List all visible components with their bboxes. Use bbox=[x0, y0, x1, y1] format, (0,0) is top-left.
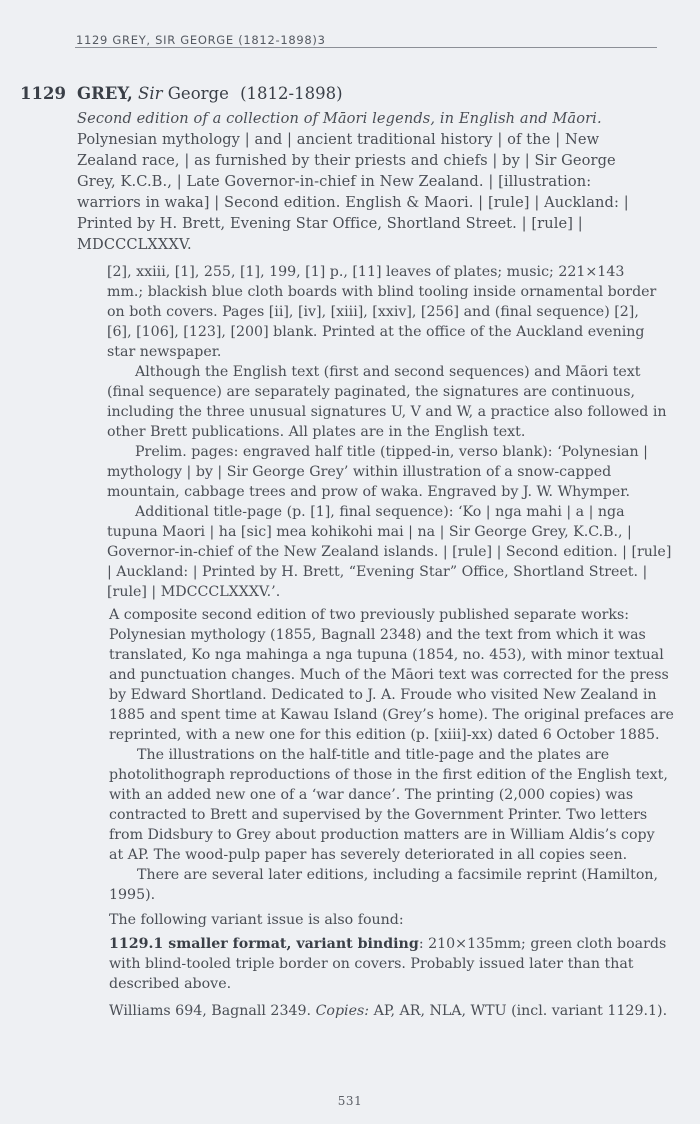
copies-list: AP, AR, NLA, WTU (incl. variant 1129.1). bbox=[373, 1003, 668, 1019]
note-line: translated, Ko nga mahinga a nga tupuna (1854, no. 453), with minor textual bbox=[109, 647, 664, 663]
references-line bbox=[109, 1001, 669, 1021]
note-line: at AP. The wood-pulp paper has severely deteriorated in all copies seen. bbox=[109, 847, 628, 863]
references-prefix: Williams 694, Bagnall 2349. bbox=[109, 1003, 312, 1019]
copies-label: Copies: bbox=[315, 1003, 370, 1019]
desc-line: mountain, cabbage trees and prow of waka. Engraved by J. W. Whymper. bbox=[107, 484, 630, 500]
note-line: from Didsbury to Grey about production matters are in William Aldis’s copy bbox=[109, 827, 655, 843]
entry-number: 1129 bbox=[20, 84, 66, 103]
variant-text: : 210×135mm; green cloth boards bbox=[418, 936, 667, 952]
header-rule bbox=[75, 47, 657, 48]
desc-line: including the three unusual signatures U, V and W, a practice also followed in bbox=[107, 404, 667, 420]
desc-line: Prelim. pages: engraved half title (tipped-in, verso blank): ‘Polynesian | bbox=[135, 444, 648, 460]
desc-line: tupuna Maori | ha [sic] mea kohikohi mai | na | Sir George Grey, K.C.B., | bbox=[107, 524, 632, 540]
desc-line: [rule] | MDCCCLXXXV.’. bbox=[107, 584, 281, 600]
entry-notes bbox=[109, 605, 674, 905]
title-line: MDCCCLXXXV. bbox=[77, 236, 192, 253]
note-line: by Edward Shortland. Dedicated to J. A. Froude who visited New Zealand in bbox=[109, 687, 657, 703]
desc-line: Governor-in-chief of the New Zealand islands. | [rule] | Second edition. | [rule] bbox=[107, 544, 672, 560]
entry-heading bbox=[20, 80, 660, 108]
desc-line: [2], xxiii, [1], 255, [1], 199, [1] p., [11] leaves of plates; music; 221×143 bbox=[107, 264, 625, 280]
title-line: Grey, K.C.B., | Late Governor-in-chief in New Zealand. | [illustration: bbox=[77, 173, 592, 190]
physical-description bbox=[107, 262, 672, 602]
desc-line: other Brett publications. All plates are in the English text. bbox=[107, 424, 526, 440]
note-line: 1995). bbox=[109, 887, 156, 903]
desc-line: [6], [106], [123], [200] blank. Printed at the office of the Auckland evening bbox=[107, 324, 645, 340]
entry-forename: George bbox=[167, 84, 229, 103]
desc-line: Additional title-page (p. [1], final sequence): ‘Ko | nga mahi | a | nga bbox=[135, 504, 625, 520]
entry-surname: GREY, bbox=[77, 84, 133, 103]
title-line: Polynesian mythology | and | ancient traditional history | of the | New bbox=[77, 131, 600, 148]
note-line: 1885 and spent time at Kawau Island (Grey’s home). The original prefaces are bbox=[109, 707, 674, 723]
note-line: A composite second edition of two previously published separate works: bbox=[109, 607, 630, 623]
title-line: Zealand race, | as furnished by their priests and chiefs | by | Sir George bbox=[77, 152, 616, 169]
note-line: and punctuation changes. Much of the Māori text was corrected for the press bbox=[109, 667, 669, 683]
running-head: 1129 GREY, SIR GEORGE (1812-1898)3 bbox=[76, 33, 326, 47]
desc-line: (final sequence) are separately paginated, the signatures are continuous, bbox=[107, 384, 635, 400]
variant-line: with blind-tooled triple border on covers. Probably issued later than that bbox=[109, 956, 634, 972]
title-transcription bbox=[77, 108, 660, 255]
bibliography-entry bbox=[20, 80, 660, 255]
title-line: warriors in waka] | Second edition. English & Maori. | [rule] | Auckland: | bbox=[77, 194, 629, 211]
variant-line: described above. bbox=[109, 976, 232, 992]
note-line: with an added new one of a ‘war dance’. The printing (2,000 copies) was bbox=[109, 787, 634, 803]
note-line: The illustrations on the half-title and title-page and the plates are bbox=[137, 747, 610, 763]
desc-line: mythology | by | Sir George Grey’ within illustration of a snow-capped bbox=[107, 464, 612, 480]
variant-heading: 1129.1 smaller format, variant binding bbox=[109, 936, 419, 952]
note-line: contracted to Brett and supervised by the Government Printer. Two letters bbox=[109, 807, 648, 823]
note-line: photolithograph reproductions of those in the first edition of the English text, bbox=[109, 767, 668, 783]
note-line: There are several later editions, including a facsimile reprint (Hamilton, bbox=[137, 867, 659, 883]
desc-line: on both covers. Pages [ii], [iv], [xiii], [xxiv], [256] and (final sequence) [2], bbox=[107, 304, 639, 320]
page-number: 531 bbox=[337, 1094, 363, 1108]
note-line: Polynesian mythology (1855, Bagnall 2348) and the text from which it was bbox=[109, 627, 646, 643]
entry-title-prefix: Sir bbox=[138, 84, 163, 103]
variant-line bbox=[109, 934, 667, 954]
variant-issue bbox=[109, 934, 667, 994]
note-line: reprinted, with a new one for this edition (p. [xiii]-xx) dated 6 October 1885. bbox=[109, 727, 660, 743]
variant-intro: The following variant issue is also found: bbox=[109, 912, 404, 928]
title-line: Printed by H. Brett, Evening Star Office, Shortland Street. | [rule] | bbox=[77, 215, 583, 232]
entry-dates: (1812-1898) bbox=[240, 84, 343, 103]
title-line: Second edition of a collection of Māori legends, in English and Māori. bbox=[77, 110, 602, 127]
desc-line: mm.; blackish blue cloth boards with blind tooling inside ornamental border bbox=[107, 284, 657, 300]
desc-line: | Auckland: | Printed by H. Brett, “Evening Star” Office, Shortland Street. | bbox=[107, 564, 648, 580]
desc-line: Although the English text (first and second sequences) and Māori text bbox=[135, 364, 641, 380]
desc-line: star newspaper. bbox=[107, 344, 222, 360]
